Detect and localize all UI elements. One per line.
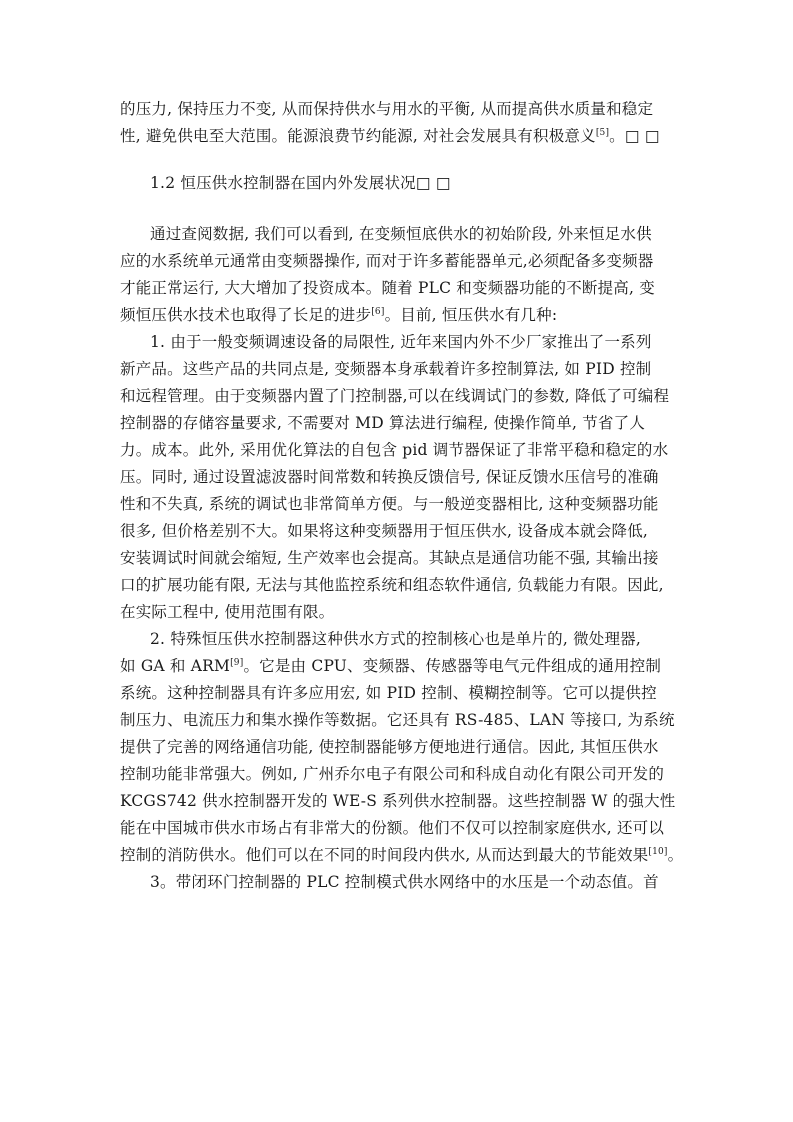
text-segment: 。□ □ (609, 127, 660, 145)
citation: [9] (230, 657, 244, 668)
document-page (120, 96, 684, 896)
text-line: 新产品。这些产品的共同点是, 变频器本身承载着许多控制算法, 如 PID 控制 (120, 360, 652, 378)
text-segment: 。它是由 CPU、变频器、传感器等电气元件组成的通用控制 (243, 657, 662, 675)
citation: [5] (595, 127, 610, 138)
text-segment: 频恒压供水技术也取得了长足的进步 (120, 306, 372, 324)
text-line: 3。带闭环门控制器的 PLC 控制模式供水网络中的水压是一个动态值。首 (150, 873, 659, 891)
paragraph-intro (120, 96, 675, 150)
text-line: 性和不失真, 系统的调试也非常简单方便。与一般逆变器相比, 这种变频器功能 (120, 495, 659, 513)
text-line: 压。同时, 通过设置滤波器时间常数和转换反馈信号, 保证反馈水压信号的准确 (120, 468, 659, 486)
text-line (120, 123, 675, 150)
text-line: 控制器的存储容量要求, 不需要对 MD 算法进行编程, 使操作简单, 节省了人 (120, 414, 646, 432)
text-line: 制压力、电流压力和集水操作等数据。它还具有 RS-485、LAN 等接口, 为系统 (120, 711, 675, 729)
text-line (120, 842, 684, 869)
text-line: 力。成本。此外, 采用优化算法的自包含 pid 调节器保证了非常平稳和稳定的水 (120, 441, 669, 459)
text-line: 系统。这种控制器具有许多应用宏, 如 PID 控制、模糊控制等。它可以提供控 (120, 684, 657, 702)
text-line: 很多, 但价格差别不大。如果将这种变频器用于恒压供水, 设备成本就会降低, (120, 522, 649, 540)
citation: [6] (371, 306, 385, 317)
text-line: 和远程管理。由于变频器内置了门控制器,可以在线调试门的参数, 降低了可编程 (120, 387, 670, 405)
text-line: 1. 由于一般变频调速设备的局限性, 近年来国内外不少厂家推出了一系列 (150, 333, 652, 351)
paragraph-overview (120, 221, 675, 329)
citation: [10] (648, 846, 668, 857)
text-line: 安装调试时间就会缩短, 生产效率也会提高。其缺点是通信功能不强, 其输出接 (120, 549, 659, 567)
text-line: 在实际工程中, 使用范围有限。 (120, 603, 335, 621)
text-line: 的压力, 保持压力不变, 从而保持供水与用水的平衡, 从而提高供水质量和稳定 (120, 100, 654, 118)
text-segment: 性, 避免供电至大范围。能源浪费节约能源, 对社会发展具有积极意义 (120, 127, 596, 145)
text-segment: 如 GA 和 ARM (120, 657, 231, 675)
text-segment: 。 (667, 846, 684, 864)
text-line (120, 653, 675, 680)
text-segment: 。目前, 恒压供水有几种: (384, 306, 558, 324)
list-item-1 (120, 329, 675, 626)
section-heading: 1.2 恒压供水控制器在国内外发展状况□ □ (150, 174, 451, 192)
text-line: 控制功能非常强大。例如, 广州乔尔电子有限公司和科成自动化有限公司开发的 (120, 765, 665, 783)
text-line: KCGS742 供水控制器开发的 WE-S 系列供水控制器。这些控制器 W 的强大性 (120, 792, 676, 810)
text-line (120, 302, 675, 329)
text-line: 口的扩展功能有限, 无法与其他监控系统和组态软件通信, 负载能力有限。因此, (120, 576, 664, 594)
text-line: 应的水系统单元通常由变频器操作, 而对于许多蓄能器单元,必须配备多变频器 (120, 252, 654, 270)
text-line: 提供了完善的网络通信功能, 使控制器能够方便地进行通信。因此, 其恒压供水 (120, 738, 659, 756)
text-line: 通过查阅数据, 我们可以看到, 在变频恒底供水的初始阶段, 外来恒足水供 (150, 225, 652, 243)
text-line: 能在中国城市供水市场占有非常大的份额。他们不仅可以控制家庭供水, 还可以 (120, 819, 665, 837)
text-line: 2. 特殊恒压供水控制器这种供水方式的控制核心也是单片的, 微处理器, (150, 630, 641, 648)
list-item-3 (120, 869, 675, 896)
text-line: 才能正常运行, 大大增加了投资成本。随着 PLC 和变频器功能的不断提高, 变 (120, 279, 655, 297)
list-item-2 (120, 626, 684, 869)
text-segment: 控制的消防供水。他们可以在不同的时间段内供水, 从而达到最大的节能效果 (120, 846, 649, 864)
